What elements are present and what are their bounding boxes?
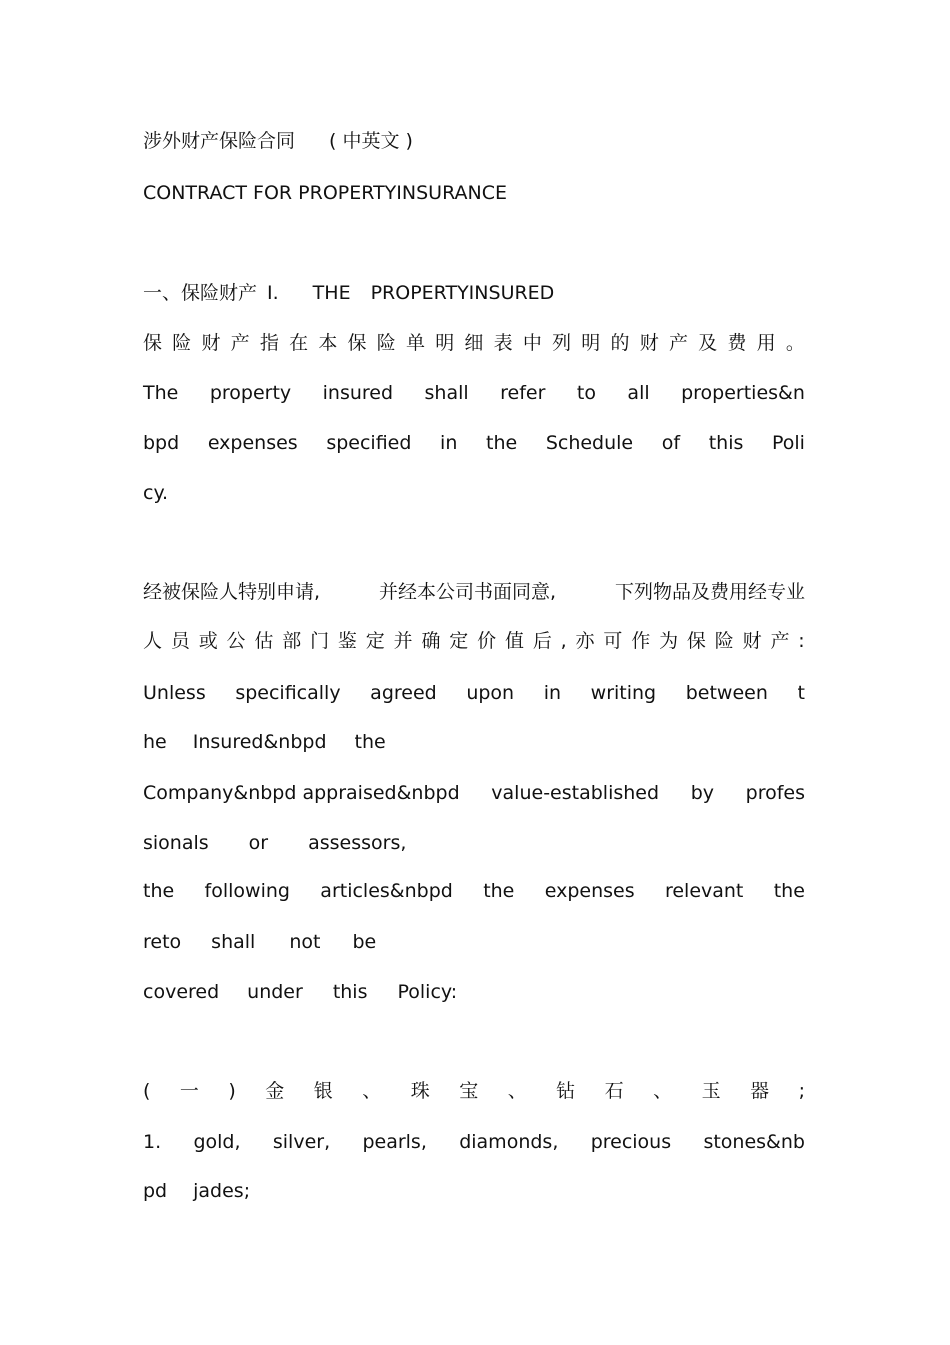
text-token: 石 [604, 1080, 624, 1102]
text-token: Company&nbpd appraised&nbpd [143, 782, 460, 804]
text-token: 估 [254, 630, 274, 652]
text-token: covered [143, 981, 220, 1003]
text-token: or [248, 832, 269, 854]
text-token: be [352, 931, 377, 953]
text-token: 险 [376, 332, 396, 354]
text-token: 用 [756, 332, 776, 354]
text-token: property [209, 382, 292, 404]
text-token: 一、保险财产 [143, 282, 258, 304]
list-item-heading [143, 1078, 805, 1104]
text-token: 财 [742, 630, 762, 652]
text-token: ) [228, 1080, 236, 1102]
text-token: relevant [664, 880, 744, 902]
text-token: properties&n [681, 382, 805, 404]
text-token: 并经本公司书面同意, [378, 581, 557, 603]
text-token: 下列物品及费用经专业 [614, 581, 805, 603]
text-token: 保 [143, 332, 163, 354]
text-token: 费 [727, 332, 747, 354]
title-cn [143, 128, 805, 154]
text-token: following [204, 880, 290, 902]
text-token: 金 [265, 1080, 285, 1102]
text-token: ; [798, 1080, 805, 1102]
text-token: 单 [405, 332, 425, 354]
text-token: 钻 [556, 1080, 576, 1102]
text-token: THE [312, 282, 351, 304]
text-token: pearls, [362, 1131, 427, 1153]
text-token: all [627, 382, 650, 404]
text-token: 确 [421, 630, 441, 652]
text-token: precious [590, 1131, 672, 1153]
text-token: expenses [544, 880, 635, 902]
text-token: shall [424, 382, 469, 404]
text-token: in [543, 682, 562, 704]
text-token: Schedule [545, 432, 634, 454]
text-token: 1. [143, 1131, 162, 1153]
text-token: 价 [477, 630, 497, 652]
paragraph-line [143, 830, 805, 856]
text-token: the [354, 731, 386, 753]
text-token: 指 [259, 332, 279, 354]
paragraph-line [143, 1129, 805, 1155]
text-token: in [440, 432, 458, 454]
text-token: 细 [464, 332, 484, 354]
text-token: specified [326, 432, 412, 454]
text-token: 人 [143, 630, 163, 652]
text-token: : [798, 630, 805, 652]
text-token: Policy: [397, 981, 458, 1003]
text-token: Insured&nbpd [192, 731, 327, 753]
text-token: 、 [653, 1080, 673, 1102]
paragraph-line [143, 929, 805, 955]
text-token: assessors, [308, 832, 407, 854]
text-token: 定 [365, 630, 385, 652]
text-token: of [661, 432, 681, 454]
text-token: this [332, 981, 368, 1003]
text-token: expenses [207, 432, 298, 454]
text-token: jades; [193, 1180, 251, 1202]
text-token: the [773, 880, 805, 902]
title-en: CONTRACT FOR PROPERTYINSURANCE [143, 182, 507, 204]
text-token: pd [143, 1180, 168, 1202]
text-token: by [690, 782, 714, 804]
text-token: PROPERTYINSURED [370, 282, 555, 304]
paragraph-line [143, 430, 805, 456]
text-token: diamonds, [459, 1131, 559, 1153]
text-token: 器 [750, 1080, 770, 1102]
paragraph-line [143, 1178, 805, 1204]
text-token: 明 [581, 332, 601, 354]
text-token: the [143, 880, 175, 902]
text-token: 可 [603, 630, 623, 652]
text-token: , [560, 630, 567, 652]
text-token: 财 [639, 332, 659, 354]
paragraph-line [143, 330, 805, 356]
text-token: refer [500, 382, 546, 404]
text-token: specifically [235, 682, 341, 704]
text-token: 列 [552, 332, 572, 354]
section-heading [143, 280, 805, 306]
text-token: 后 [532, 630, 552, 652]
paragraph-line [143, 680, 805, 706]
text-token: between [685, 682, 768, 704]
text-token: 表 [493, 332, 513, 354]
text-token: the [483, 880, 515, 902]
text-token: ( [143, 1080, 151, 1102]
text-token: 产 [668, 332, 688, 354]
text-token: 保 [686, 630, 706, 652]
text-token: 宝 [459, 1080, 479, 1102]
text-token: 亦 [575, 630, 595, 652]
text-token: gold, [193, 1131, 241, 1153]
title-cn-suffix: ( 中英文 ) [329, 130, 413, 152]
text-token: 鉴 [337, 630, 357, 652]
text-token: sionals [143, 832, 209, 854]
title-cn-main: 涉外财产保险合同 [143, 130, 296, 152]
text-token: Poli [772, 432, 805, 454]
text-token: 、 [507, 1080, 527, 1102]
text-token: 险 [714, 630, 734, 652]
paragraph-line [143, 579, 805, 605]
text-token: 的 [610, 332, 630, 354]
text-token: silver, [272, 1131, 331, 1153]
text-token: upon [466, 682, 515, 704]
text-token: 产 [770, 630, 790, 652]
text-token: 并 [393, 630, 413, 652]
text-token: 珠 [410, 1080, 430, 1102]
text-token: 玉 [701, 1080, 721, 1102]
text-token: t [797, 682, 805, 704]
paragraph-line [143, 878, 805, 904]
text-token: articles&nbpd [320, 880, 453, 902]
paragraph-line [143, 780, 805, 806]
paragraph-line [143, 480, 805, 506]
text-token: Unless [143, 682, 206, 704]
text-token: 员 [170, 630, 190, 652]
paragraph-line [143, 628, 805, 654]
text-token: value-established [491, 782, 660, 804]
text-token: 部 [282, 630, 302, 652]
text-token: 本 [318, 332, 338, 354]
text-token: cy. [143, 482, 169, 504]
text-token: 为 [659, 630, 679, 652]
text-token: to [576, 382, 596, 404]
text-token: 中 [522, 332, 542, 354]
text-token: 经被保险人特别申请, [143, 581, 321, 603]
paragraph-line [143, 979, 805, 1005]
text-token: 或 [198, 630, 218, 652]
text-token: 作 [631, 630, 651, 652]
text-token: 产 [230, 332, 250, 354]
text-token: this [708, 432, 744, 454]
text-token: bpd [143, 432, 180, 454]
text-token: I. [267, 282, 279, 304]
text-token: profes [745, 782, 805, 804]
text-token: agreed [370, 682, 437, 704]
paragraph-line [143, 729, 805, 755]
text-token: 保 [347, 332, 367, 354]
text-token: shall [211, 931, 256, 953]
text-token: 公 [226, 630, 246, 652]
text-token: 一 [179, 1080, 199, 1102]
text-token: 财 [201, 332, 221, 354]
text-token: 、 [362, 1080, 382, 1102]
text-token: 。 [785, 332, 805, 354]
text-token: 定 [449, 630, 469, 652]
text-token: writing [590, 682, 657, 704]
text-token: stones&nb [703, 1131, 805, 1153]
paragraph-line [143, 380, 805, 406]
text-token: the [486, 432, 518, 454]
text-token: not [289, 931, 321, 953]
text-token: 银 [313, 1080, 333, 1102]
text-token: 在 [289, 332, 309, 354]
text-token: under [247, 981, 303, 1003]
text-token: reto [143, 931, 182, 953]
text-token: 值 [504, 630, 524, 652]
text-token: 及 [698, 332, 718, 354]
text-token: insured [322, 382, 394, 404]
text-token: The [143, 382, 179, 404]
text-token: 险 [172, 332, 192, 354]
text-token: 明 [435, 332, 455, 354]
text-token: 门 [310, 630, 330, 652]
text-token: he [143, 731, 167, 753]
